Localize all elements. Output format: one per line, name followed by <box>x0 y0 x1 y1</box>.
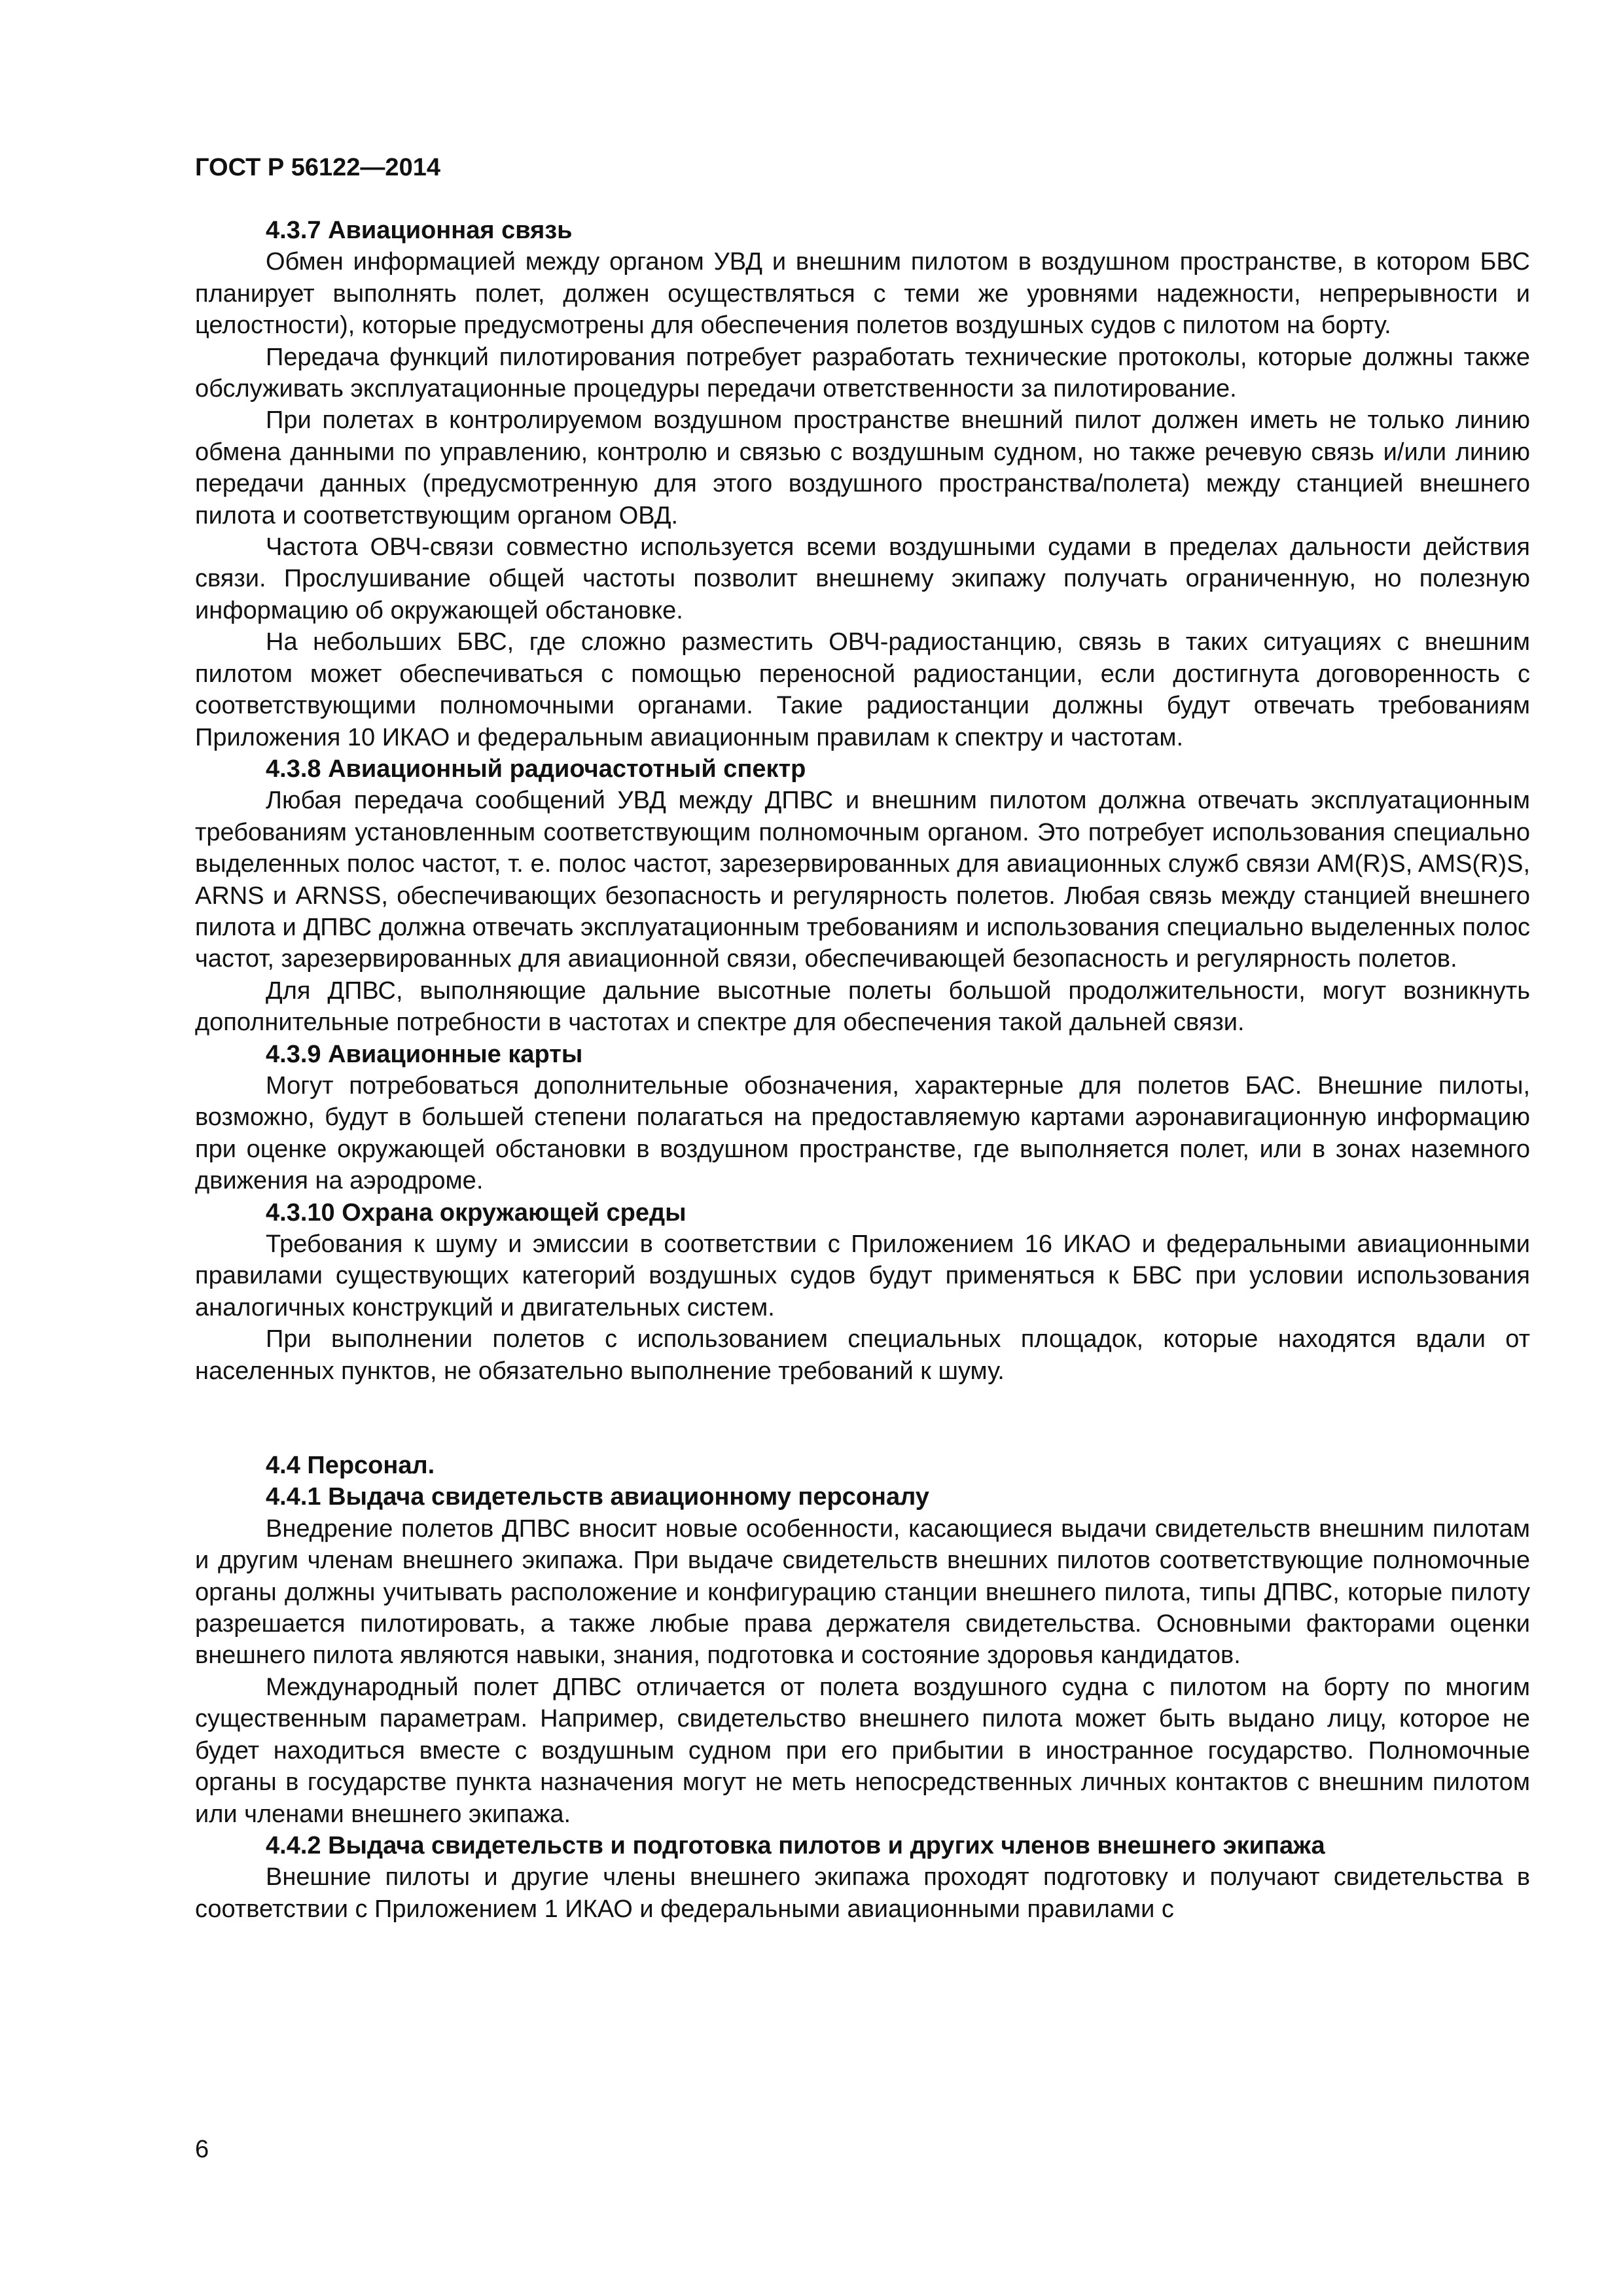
paragraph: Внедрение полетов ДПВС вносит новые особенности, касающиеся выдачи свидетельств внешним пилотам и другим членам внешнего экипажа. При выдаче свидетельств внешних пилотов соответствующие полномочные органы должны учитывать расположение и конфигурацию станции внешнего пилота, типы ДПВС, которые пилоту разрешается пилотировать, а также любые права держателя свидетельства. Основными факторами оценки внешнего пилота являются навыки, знания, подготовка и состояние здоровья кандидатов. <box>195 1515 1530 1670</box>
section-heading-4-4-2: 4.4.2 Выдача свидетельств и подготовка пилотов и других членов внешнего экипажа <box>266 1831 1325 1859</box>
paragraph: Любая передача сообщений УВД между ДПВС и внешним пилотом должна отвечать эксплуатационным требованиям установленным соответствующим полномочным органом. Это потребует использования специально выделенных полос частот, т. е. полос частот, зарезервированных для авиационных служб связи AM(R)S, AMS(R)S, ARNS и ARNSS, обеспечивающих безопасность и регулярность полетов. Любая связь между станцией внешнего пилота и ДПВС должна отвечать эксплуатационным требованиям и использования специально выделенных полос частот, зарезервированных для авиационной связи, обеспечивающей безопасность и регулярность полетов. <box>195 787 1530 973</box>
section-gap <box>195 1387 1530 1450</box>
paragraph: Обмен информацией между органом УВД и внешним пилотом в воздушном пространстве, в котором БВС планирует выполнять полет, должен осуществляться с теми же уровнями надежности, непрерывности и целостности), которые предусмотрены для обеспечения полетов воздушных судов с пилотом на борту. <box>195 248 1530 340</box>
paragraph: Для ДПВС, выполняющие дальние высотные полеты большой продолжительности, могут возникнуть дополнительные потребности в частотах и спектре для обеспечения такой дальней связи. <box>195 977 1530 1037</box>
section-heading-4-3-10: 4.3.10 Охрана окружающей среды <box>266 1198 687 1227</box>
paragraph: Требования к шуму и эмиссии в соответствии с Приложением 16 ИКАО и федеральными авиационными правилами существующих категорий воздушных судов будут применяться к БВС при условии использования аналогичных конструкций и двигательных систем. <box>195 1230 1530 1321</box>
page-number: 6 <box>195 2136 209 2163</box>
paragraph: Международный полет ДПВС отличается от полета воздушного судна с пилотом на борту по многим существенным параметрам. Например, свидетельство внешнего пилота может быть выдано лицу, которое не будет находиться вместе с воздушным судном при его прибытии в иностранное государство. Полномочные органы в государстве пункта назначения могут не меть непосредственных личных контактов с внешним пилотом или членами внешнего экипажа. <box>195 1673 1530 1828</box>
document-body <box>195 215 1530 1925</box>
paragraph: На небольших БВС, где сложно разместить ОВЧ-радиостанцию, связь в таких ситуациях с внешним пилотом может обеспечиваться с помощью переносной радиостанции, если достигнута договоренность с соответствующими полномочными органами. Такие радиостанции должны будут отвечать требованиям Приложения 10 ИКАО и федеральным авиационным правилам к спектру и частотам. <box>195 628 1530 751</box>
section-heading-4-4-1: 4.4.1 Выдача свидетельств авиационному персоналу <box>266 1483 929 1511</box>
document-code-header: ГОСТ Р 56122—2014 <box>195 154 440 181</box>
paragraph: При полетах в контролируемом воздушном пространстве внешний пилот должен иметь не только линию обмена данными по управлению, контролю и связью с воздушным судном, но также речевую связь и/или линию передачи данных (предусмотренную для этого воздушного пространства/полета) между станцией внешнего пилота и соответствующим органом ОВД. <box>195 406 1530 529</box>
section-heading-4-3-9: 4.3.9 Авиационные карты <box>266 1040 583 1068</box>
section-heading-4-4: 4.4 Персонал. <box>266 1452 435 1480</box>
section-heading-4-3-8: 4.3.8 Авиационный радиочастотный спектр <box>266 755 806 783</box>
paragraph: Внешние пилоты и другие члены внешнего экипажа проходят подготовку и получают свидетельства в соответствии с Приложением 1 ИКАО и федеральными авиационными правилами с <box>195 1863 1530 1923</box>
paragraph: При выполнении полетов с использованием специальных площадок, которые находятся вдали от населенных пунктов, не обязательно выполнение требований к шуму. <box>195 1325 1530 1385</box>
paragraph: Могут потребоваться дополнительные обозначения, характерные для полетов БАС. Внешние пилоты, возможно, будут в большей степени полагаться на предоставляемую картами аэронавигационную информацию при оценке окружающей обстановки в воздушном пространстве, где выполняется полет, или в зонах наземного движения на аэродроме. <box>195 1071 1530 1195</box>
paragraph: Передача функций пилотирования потребует разработать технические протоколы, которые должны также обслуживать эксплуатационные процедуры передачи ответственности за пилотирование. <box>195 343 1530 403</box>
paragraph: Частота ОВЧ-связи совместно используется всеми воздушными судами в пределах дальности действия связи. Прослушивание общей частоты позволит внешнему экипажу получать ограниченную, но полезную информацию об окружающей обстановке. <box>195 533 1530 624</box>
section-heading-4-3-7: 4.3.7 Авиационная связь <box>266 217 573 244</box>
